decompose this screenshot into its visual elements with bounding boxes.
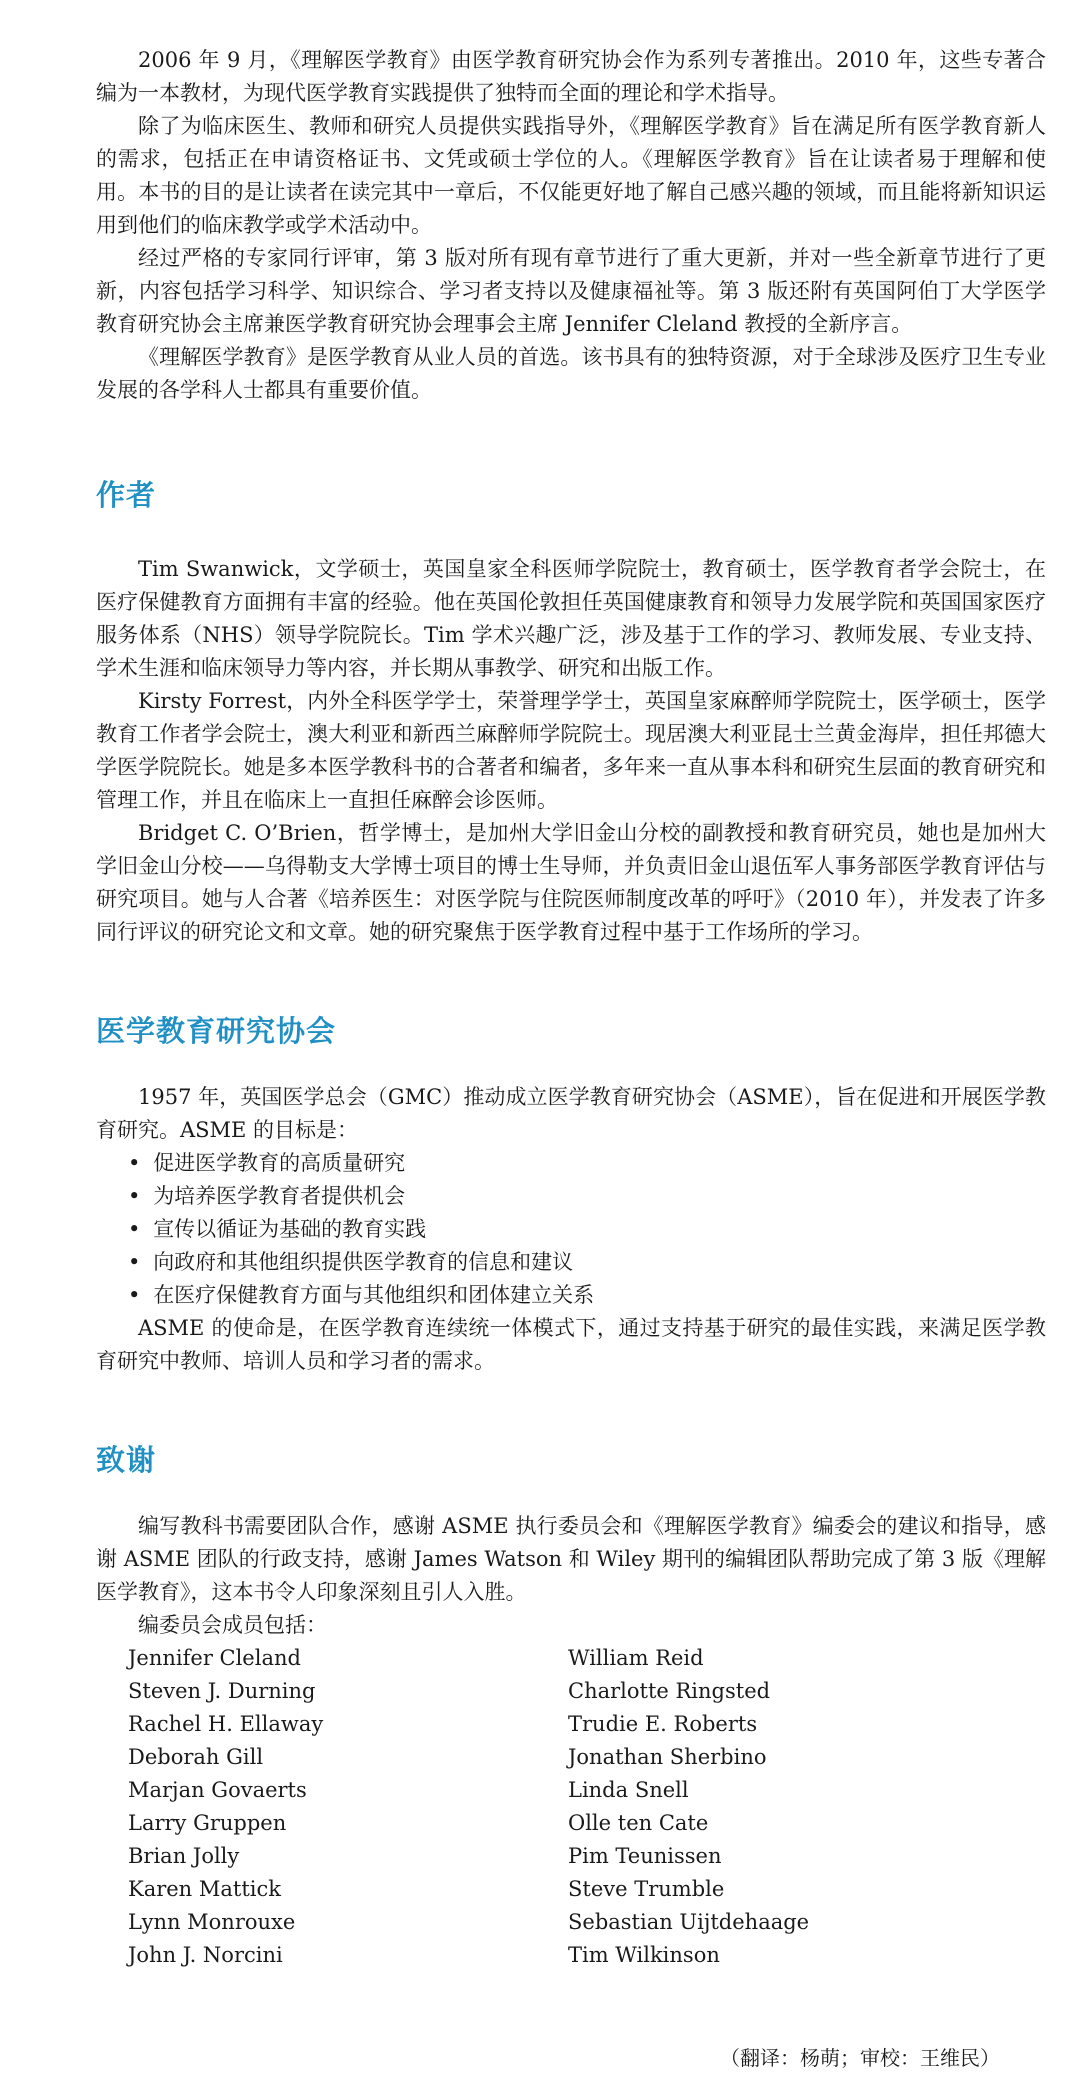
member-name: Brian Jolly [128,1844,240,1868]
member-name: Marjan Govaerts [128,1778,307,1802]
member-name: Steven J. Durning [128,1679,316,1703]
member-name: Sebastian Uijtdehaage [568,1910,810,1934]
asme-mission: ASME 的使命是，在医学教育连续统一体模式下，通过支持基于研究的最佳实践，来满足医学教育研究中教师、培训人员和学习者的需求。 [96,1316,1046,1373]
acknowledgements-section [96,1440,1046,1972]
list-item: • 促进医学教育的高质量研究 [128,1147,1046,1180]
members-intro: 编委员会成员包括： [138,1613,327,1637]
member-name: Steve Trumble [568,1877,725,1901]
document-body [96,44,1046,1972]
list-item: • 在医疗保健教育方面与其他组织和团体建立关系 [128,1279,1046,1312]
member-name: Tim Wilkinson [568,1943,720,1967]
member-name: Pim Teunissen [568,1844,722,1868]
member-name: Karen Mattick [128,1877,281,1901]
asme-goals-list [96,1147,1046,1312]
author-bio: Bridget C. O’Brien，哲学博士，是加州大学旧金山分校的副教授和教育研究员，她也是加州大学旧金山分校——乌得勒支大学博士项目的博士生导师，并负责旧金山退伍军人事务部医学教育评估与研究项目。她与人合著《培养医生：对医学院与住院医师制度改革的呼吁》（2010 年），并发表了许多同行评议的研究论文和文章。她的研究聚焦于医学教育过程中基于工作场所的学习。 [96,821,1046,944]
intro-paragraph: 经过严格的专家同行评审，第 3 版对所有现有章节进行了重大更新，并对一些全新章节进行了更新，内容包括学习科学、知识综合、学习者支持以及健康福祉等。第 3 版还附有英国阿伯丁大学医学教育研究协会主席兼医学教育研究协会理事会主席 Jennifer Cleland 教授的全新序言。 [96,246,1046,336]
author-bio: Kirsty Forrest，内外全科医学学士，荣誉理学学士，英国皇家麻醉师学院院士，医学硕士，医学教育工作者学会院士，澳大利亚和新西兰麻醉师学院院士。现居澳大利亚昆士兰黄金海岸，担任邦德大学医学院院长。她是多本医学教科书的合著者和编者，多年来一直从事本科和研究生层面的教育研究和管理工作，并且在临床上一直担任麻醉会诊医师。 [96,689,1046,812]
members-list [128,1642,1046,1972]
intro-section [96,44,1046,407]
translation-credit: （翻译：杨萌；审校：王维民） [720,2046,1000,2070]
intro-paragraph: 2006 年 9 月，《理解医学教育》由医学教育研究协会作为系列专著推出。2010 年，这些专著合编为一本教材，为现代医学教育实践提供了独特而全面的理论和学术指导。 [96,48,1046,105]
acknowledgements-heading: 致谢 [96,1443,157,1477]
member-name: Larry Gruppen [128,1811,287,1835]
member-name: Olle ten Cate [568,1811,709,1835]
member-name: John J. Norcini [128,1943,283,1967]
member-name: Jennifer Cleland [128,1646,301,1670]
intro-paragraph: 除了为临床医生、教师和研究人员提供实践指导外，《理解医学教育》旨在满足所有医学教育新人的需求，包括正在申请资格证书、文凭或硕士学位的人。《理解医学教育》旨在让读者易于理解和使用。本书的目的是让读者在读完其中一章后，不仅能更好地了解自己感兴趣的领域，而且能将新知识运用到他们的临床教学或学术活动中。 [96,114,1046,237]
authors-heading: 作者 [96,478,157,512]
member-name: Linda Snell [568,1778,689,1802]
list-item: • 宣传以循证为基础的教育实践 [128,1213,1046,1246]
member-name: Trudie E. Roberts [568,1712,758,1736]
list-item: • 向政府和其他组织提供医学教育的信息和建议 [128,1246,1046,1279]
list-item: • 为培养医学教育者提供机会 [128,1180,1046,1213]
asme-intro: 1957 年，英国医学总会（GMC）推动成立医学教育研究协会（ASME），旨在促进和开展医学教育研究。ASME 的目标是： [96,1085,1046,1142]
member-name: Jonathan Sherbino [568,1745,767,1769]
asme-heading: 医学教育研究协会 [96,1014,337,1048]
member-name: Lynn Monrouxe [128,1910,296,1934]
member-name: Deborah Gill [128,1745,264,1769]
asme-section [96,1011,1046,1378]
member-name: Charlotte Ringsted [568,1679,771,1703]
authors-section [96,475,1046,949]
acknowledgements-paragraph: 编写教科书需要团队合作，感谢 ASME 执行委员会和《理解医学教育》编委会的建议和指导，感谢 ASME 团队的行政支持，感谢 James Watson 和 Wiley 期刊的编辑团队帮助完成了第 3 版《理解医学教育》，这本书令人印象深刻且引人入胜。 [96,1514,1046,1604]
member-name: Rachel H. Ellaway [128,1712,324,1736]
intro-paragraph: 《理解医学教育》是医学教育从业人员的首选。该书具有的独特资源，对于全球涉及医疗卫生专业发展的各学科人士都具有重要价值。 [96,345,1046,402]
member-name: William Reid [568,1646,704,1670]
author-bio: Tim Swanwick，文学硕士，英国皇家全科医师学院院士，教育硕士，医学教育者学会院士，在医疗保健教育方面拥有丰富的经验。他在英国伦敦担任英国健康教育和领导力发展学院和英国国家医疗服务体系（NHS）领导学院院长。Tim 学术兴趣广泛，涉及基于工作的学习、教师发展、专业支持、学术生涯和临床领导力等内容，并长期从事教学、研究和出版工作。 [96,557,1046,680]
